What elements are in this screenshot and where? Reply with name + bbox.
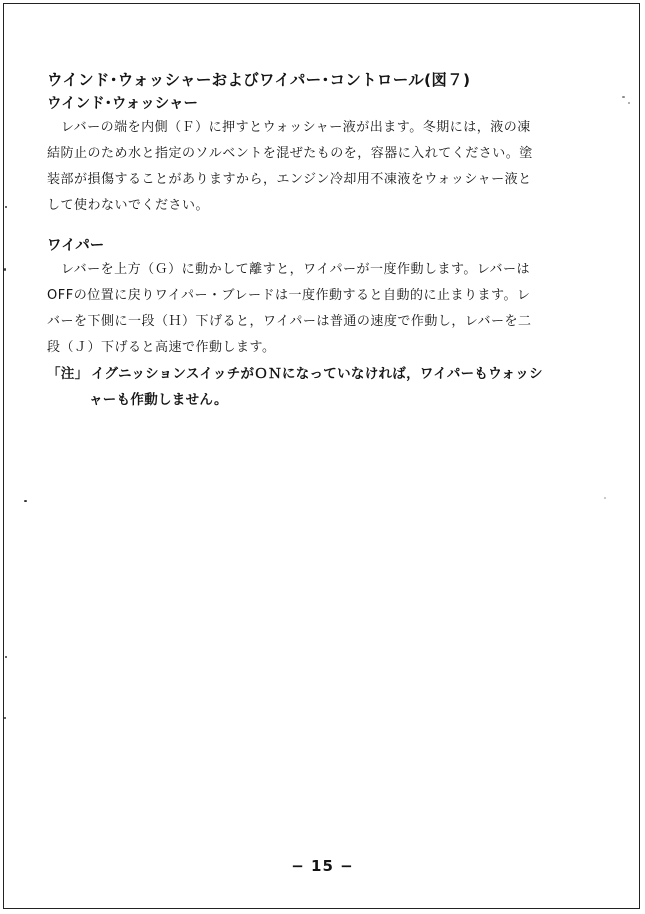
wiper-line: 段（Ｊ）下げると高速で作動します。 — [47, 340, 276, 355]
note-text: イグニッションスイッチがＯＮになっていなければ，ワイパーもウォッシ — [91, 366, 543, 382]
note-row — [47, 361, 607, 387]
washer-paragraph — [47, 115, 607, 219]
scan-speck — [628, 102, 630, 104]
note-label: 「注」 — [47, 366, 89, 382]
scan-speck — [5, 656, 7, 658]
wiper-heading: ワイパー — [47, 238, 105, 254]
scan-speck — [24, 500, 27, 502]
page-number: − 15 − — [291, 857, 354, 875]
page-content — [47, 69, 607, 413]
wiper-line: OFFの位置に戻りワイパー・ブレードは一度作動すると自動的に止まります。レ — [47, 288, 531, 303]
washer-line: 装部が損傷することがありますから，エンジン冷却用不凍液をウォッシャー液と — [47, 172, 532, 187]
section-gap — [47, 219, 607, 233]
note-block — [47, 361, 607, 413]
washer-line: 結防止のため水と指定のソルベントを混ぜたものを，容器に入れてください。塗 — [47, 146, 533, 161]
wiper-line: バーを下側に一段（Ｈ）下げると，ワイパーは普通の速度で作動し，レバーを二 — [47, 314, 532, 329]
page-title: ウインド･ウォッシャーおよびワイパー･コントロール(図７) — [47, 71, 471, 89]
scan-speck — [4, 268, 6, 271]
scan-speck — [4, 717, 6, 719]
scan-speck — [5, 206, 7, 208]
washer-heading: ウインド･ウォッシャー — [47, 96, 198, 112]
wiper-paragraph — [47, 257, 607, 361]
wiper-line: レバーを上方（Ｇ）に動かして離すと，ワイパーが一度作動します。レバーは — [61, 262, 530, 277]
note-continuation: ャーも作動しません。 — [89, 392, 228, 408]
washer-line: レバーの端を内側（Ｆ）に押すとウォッシャー液が出ます。冬期には，液の凍 — [61, 120, 531, 135]
scan-speck — [622, 96, 625, 98]
washer-line: して使わないでください。 — [47, 198, 210, 213]
scan-speck — [604, 497, 606, 499]
